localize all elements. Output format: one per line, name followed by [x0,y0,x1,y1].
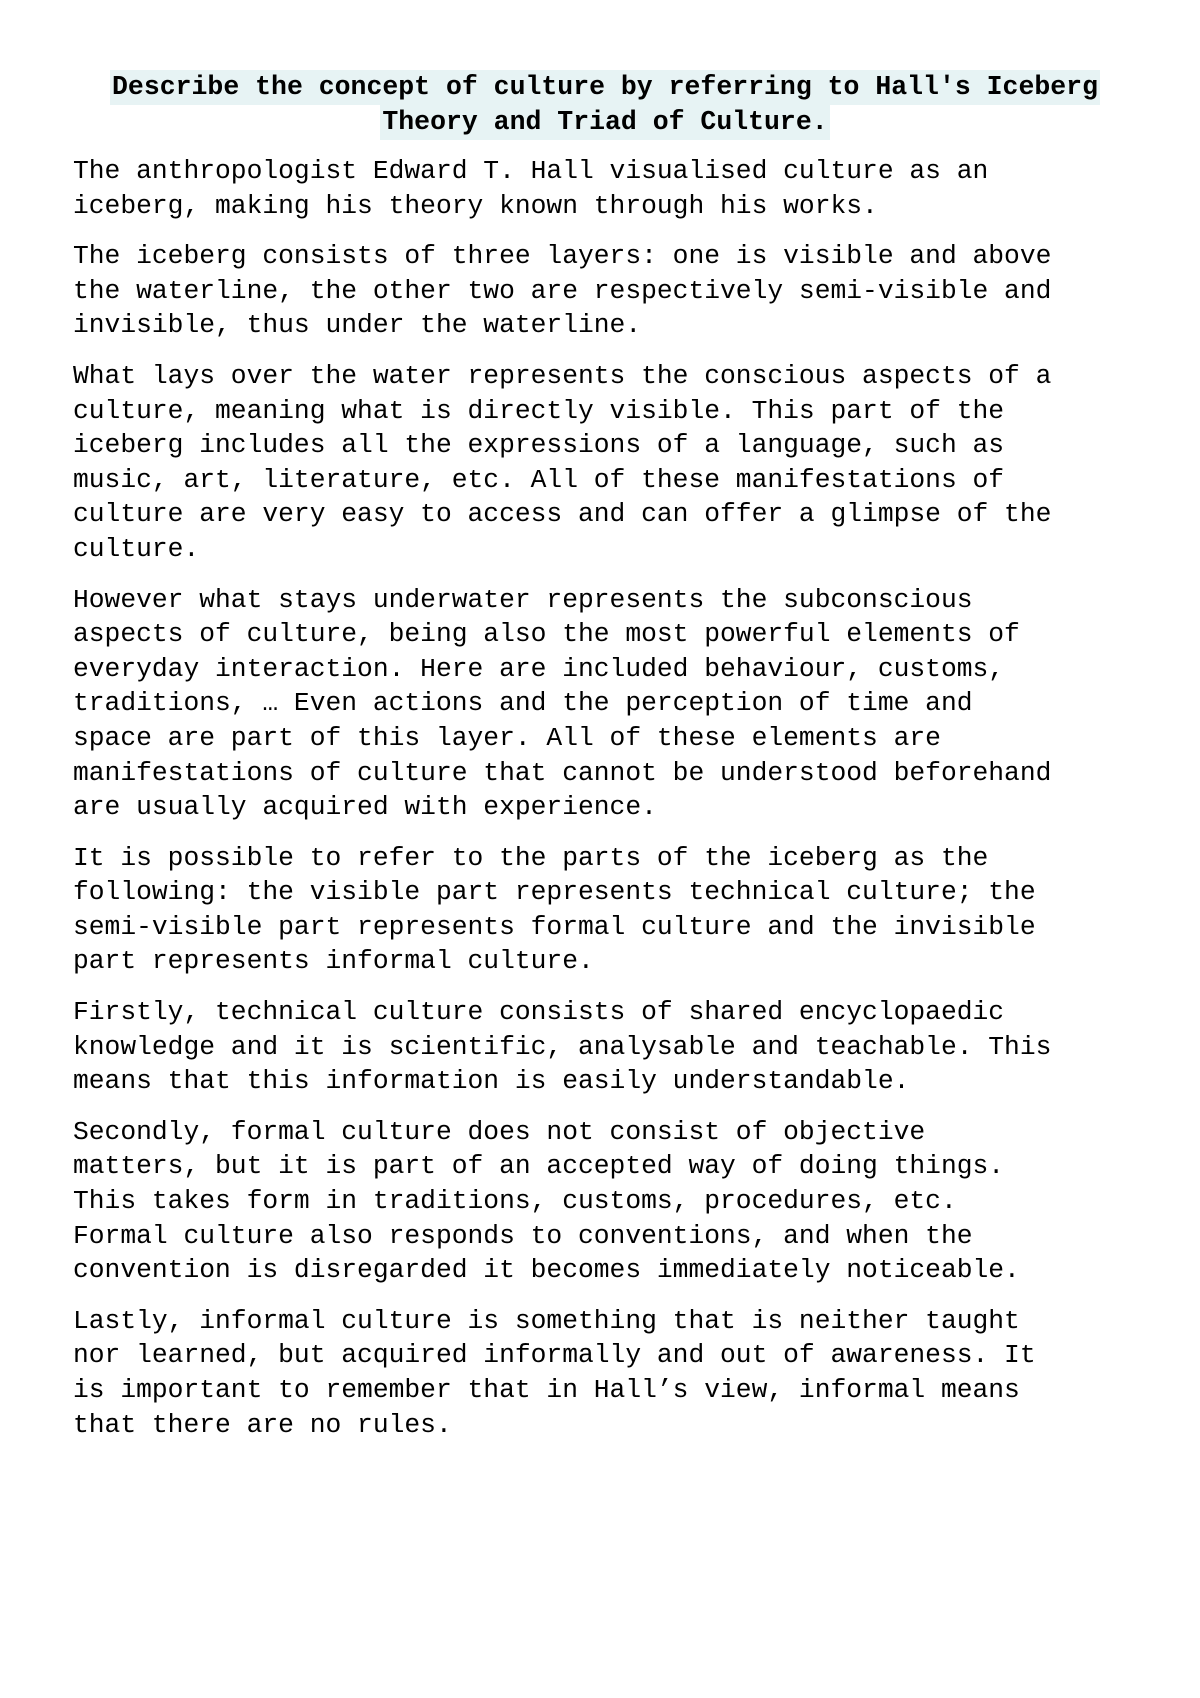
paragraph-triad: It is possible to refer to the parts of the iceberg as the following: the visible part represents technical culture; the semi-visible part represents formal culture and the invisible part represents informal culture. [73,842,1036,977]
title-line-1: Describe the concept of culture by referring to Hall′s Iceberg [110,70,1100,105]
document-body [73,154,1153,1458]
document-title [70,70,1140,140]
paragraph-layers: The iceberg consists of three layers: one is visible and above the waterline, the other two are respectively semi-visible and invisible, thus under the waterline. [73,241,1052,341]
paragraph-visible-part: What lays over the water represents the conscious aspects of a culture, meaning what is directly visible. This part of the iceberg includes all the expressions of a language, such as music, art, literature, etc. All of these manifestations of culture are very easy to access and can offer a glimpse of the culture. [73,360,1052,564]
paragraph-formal-culture: Secondly, formal culture does not consist of objective matters, but it is part of an accepted way of doing things. This takes form in traditions, customs, procedures, etc. Formal culture also responds to conventions, and when the convention is disregarded it becomes immediately noticeable. [73,1116,1020,1286]
paragraph-informal-culture: Lastly, informal culture is something that is neither taught nor learned, but acquired informally and out of awareness. It is important to remember that in Hall’s view, informal means that there are no rules. [73,1305,1036,1440]
paragraph-technical-culture: Firstly, technical culture consists of shared encyclopaedic knowledge and it is scientific, analysable and teachable. This means that this information is easily understandable. [73,997,1052,1097]
paragraph-intro: The anthropologist Edward T. Hall visualised culture as an iceberg, making his theory known through his works. [73,156,989,221]
title-line-2: Theory and Triad of Culture. [380,105,829,140]
paragraph-underwater-part: However what stays underwater represents the subconscious aspects of culture, being also the most powerful elements of everyday interaction. Here are included behaviour, customs, traditions, … Even actions and the perception of time and space are part of this layer. All of these elements are manifestations of culture that cannot be understood beforehand are usually acquired with experience. [73,584,1052,823]
